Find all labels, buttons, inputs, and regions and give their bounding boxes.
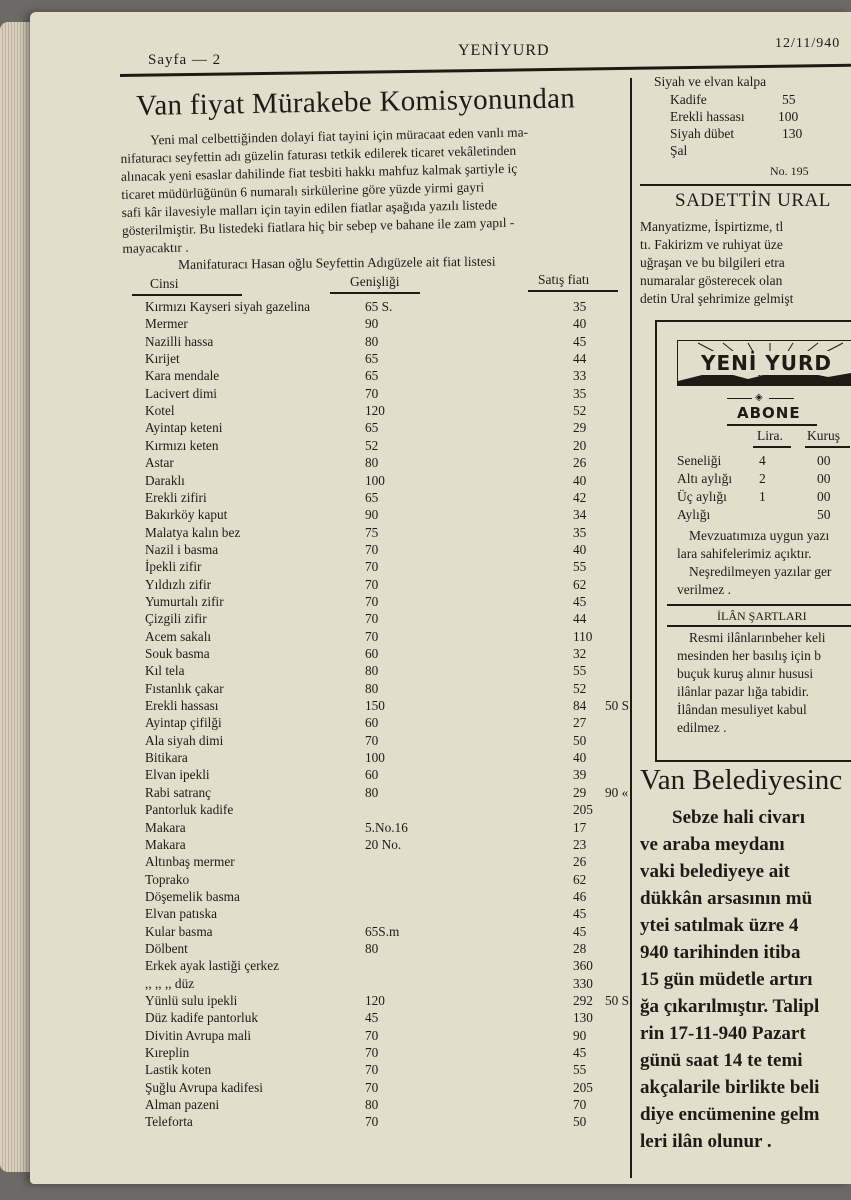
table-row — [145, 507, 635, 524]
ornament-line — [769, 398, 794, 399]
table-row — [145, 1062, 635, 1079]
item-width: 70 — [365, 1062, 379, 1078]
table-row — [145, 733, 635, 750]
table-row — [145, 663, 635, 680]
table-row — [145, 577, 635, 594]
item-width: 70 — [365, 628, 379, 644]
belediye-text — [640, 804, 851, 1155]
item-name: Kırmızı Kayseri siyah gazelina — [145, 299, 311, 314]
abone-row-kurus: 00 — [817, 489, 831, 504]
col-header-price-rule — [528, 290, 618, 292]
item-width: 65S.m — [365, 923, 400, 939]
item-price: 23 — [573, 836, 587, 852]
table-row — [145, 473, 635, 490]
abone-row-label: Seneliği — [677, 453, 722, 468]
item-price: 35 — [573, 385, 587, 401]
table-row — [145, 316, 635, 333]
abone-row-label: Altı aylığı — [677, 471, 733, 486]
item-price: 330 — [573, 975, 593, 991]
item-price: 17 — [573, 819, 587, 835]
item-width: 60 — [365, 767, 379, 783]
col-lira: Lira. — [757, 428, 783, 443]
item-name: Kırijet — [145, 351, 180, 367]
col-header-name-rule — [132, 294, 242, 296]
item-price: 33 — [573, 368, 587, 384]
item-width: 20 No. — [365, 836, 402, 852]
kalpa-item: Siyah dübet — [670, 126, 735, 141]
item-name: Kara mendale — [145, 368, 220, 384]
intro-line: ticaret müdürlüğünün 6 numaralı sirkülerine göre yüzde yirmi gayri — [121, 179, 485, 202]
belediye-title: Van Belediyesinc — [640, 764, 843, 796]
table-row — [145, 958, 635, 975]
item-price: 52 — [573, 403, 587, 419]
table-row — [145, 681, 635, 698]
table-row — [145, 559, 635, 576]
item-price: 39 — [573, 767, 587, 783]
item-name: Kırmızı keten — [145, 437, 219, 453]
item-price: 32 — [573, 646, 587, 661]
intro-line: Yeni mal celbettiğinden dolayi fiat tayini için müracaat eden vanlı ma- — [150, 124, 529, 148]
item-price: 29 — [573, 784, 587, 800]
item-price: 45 — [573, 333, 587, 349]
table-row — [145, 993, 635, 1010]
item-price: 27 — [573, 715, 587, 731]
col-kurus-rule — [805, 446, 850, 448]
abone-row-label: Aylığı — [677, 507, 711, 522]
table-row — [145, 1080, 635, 1097]
subscription-box — [655, 320, 851, 762]
item-width: 70 — [365, 1079, 379, 1095]
article-intro — [120, 121, 631, 258]
item-name: Yıldızlı zifir — [145, 576, 212, 592]
item-name: Kotel — [145, 403, 175, 419]
item-name: Kıl tela — [145, 663, 185, 679]
item-price: 46 — [573, 888, 587, 904]
belediye-line: ğa çıkarılmıştır. Talipl — [640, 996, 820, 1017]
item-price: 44 — [573, 611, 587, 627]
item-width: 70 — [365, 593, 379, 609]
item-name: Acem sakalı — [145, 628, 212, 644]
item-price: 62 — [573, 576, 587, 592]
kalpa-item: Şal — [670, 143, 688, 158]
table-row — [145, 1114, 635, 1131]
intro-line: gösterilmiştir. Bu listedeki fiatlara hiç bir sebep ve bahane ile zam yapıl - — [121, 214, 515, 238]
sadettin-line: tı. Fakirizm ve ruhiyat üze — [640, 237, 783, 252]
item-width: 65 — [365, 489, 379, 505]
belediye-line: rin 17-11-940 Pazart — [640, 1023, 806, 1044]
item-name: Makara — [145, 836, 186, 852]
ilan-line: buçuk kuruş alınır hususi — [677, 666, 814, 681]
table-row — [145, 542, 635, 559]
item-price: 34 — [573, 507, 587, 523]
table-row — [145, 368, 635, 385]
item-width: 75 — [365, 524, 379, 540]
item-name: Nazil i basma — [145, 541, 219, 557]
sadettin-line: uğraşan ve bu bilgileri etra — [640, 255, 785, 270]
table-row — [145, 750, 635, 767]
col-kurus: Kuruş — [807, 428, 840, 443]
item-price: 45 — [573, 906, 587, 922]
item-width: 80 — [365, 455, 379, 471]
abone-title-rule — [727, 424, 817, 426]
table-row — [145, 438, 635, 455]
col-header-price: Satış fiatı — [538, 272, 590, 287]
item-price: 50 — [573, 1114, 587, 1130]
sadettin-title: SADETTİN URAL — [675, 190, 831, 211]
item-width: 65 S. — [365, 299, 393, 314]
item-name: Düz kadife pantorluk — [145, 1010, 258, 1026]
item-extra: 50 S. — [605, 993, 633, 1008]
item-name: Toprako — [145, 871, 190, 887]
item-name: Kular basma — [145, 923, 213, 939]
table-row — [145, 420, 635, 437]
item-width: 70 — [365, 559, 379, 575]
item-name: Ayintap çifilği — [145, 715, 222, 731]
ilan-line: ilânlar pazar lığa tabidir. — [677, 684, 809, 699]
item-width: 90 — [365, 507, 379, 523]
ilan-line: edilmez . — [677, 720, 727, 735]
item-width: 80 — [365, 1097, 379, 1113]
item-price: 70 — [573, 1097, 587, 1113]
sadettin-line: detin Ural şehrimize gelmişt — [640, 291, 794, 306]
item-price: 50 — [573, 732, 587, 748]
ad-number: No. 195 — [770, 164, 809, 178]
item-name: Yumurtalı zifir — [145, 593, 224, 609]
item-name: Teleforta — [145, 1114, 193, 1130]
belediye-line: günü saat 14 te temi — [640, 1050, 803, 1071]
item-name: Bitikara — [145, 750, 188, 766]
abone-row-lira: 1 — [759, 489, 766, 504]
table-row — [145, 629, 635, 646]
item-name: Şuğlu Avrupa kadifesi — [145, 1079, 263, 1095]
abone-note: lara sahifelerimiz açıktır. — [677, 546, 812, 561]
item-price: 90 — [573, 1027, 587, 1043]
table-row — [145, 455, 635, 472]
item-name: Souk basma — [145, 646, 210, 661]
table-row — [145, 906, 635, 923]
item-name: Fıstanlık çakar — [145, 680, 224, 696]
kalpa-value: 130 — [782, 126, 803, 141]
table-row — [145, 299, 635, 316]
belediye-line: ytei satılmak üzre 4 — [640, 915, 799, 936]
ornament-line — [727, 398, 752, 399]
table-row — [145, 767, 635, 784]
kalpa-value: 55 — [782, 92, 796, 107]
intro-line: safi kâr ilavesiyle malları için tayin edilen fiatlar aşağıda yazılı listede — [121, 197, 498, 220]
belediye-line: akçalarile birlikte beli — [640, 1077, 820, 1098]
item-name: Erkek ayak lastiği çerkez — [145, 958, 280, 974]
item-price: 45 — [573, 1045, 587, 1061]
item-price: 205 — [573, 802, 593, 818]
item-price: 55 — [573, 663, 587, 679]
item-width: 70 — [365, 385, 379, 401]
item-name: Dölbent — [145, 940, 188, 956]
item-width: 70 — [365, 611, 379, 627]
table-row — [145, 351, 635, 368]
table-row — [145, 802, 635, 819]
item-width: 65 — [365, 368, 379, 384]
item-width: 70 — [365, 732, 379, 748]
belediye-line: 940 tarihinden itiba — [640, 942, 801, 963]
item-price: 28 — [573, 940, 587, 956]
item-name: Ayintap keteni — [145, 420, 223, 436]
ilan-line: Resmi ilânlarınbeher keli — [689, 630, 826, 645]
abone-row-lira: 4 — [759, 453, 766, 468]
item-width: 70 — [365, 1027, 379, 1043]
item-name: ,, ,, ,, düz — [145, 975, 195, 991]
item-name: Erekli hassası — [145, 698, 219, 714]
table-row — [145, 334, 635, 351]
item-name: Malatya kalın bez — [145, 524, 241, 540]
item-price: 40 — [573, 472, 587, 488]
ilan-line: mesinden her basılış için b — [677, 648, 821, 663]
item-price: 26 — [573, 455, 587, 471]
item-width: 60 — [365, 646, 379, 661]
table-row — [145, 1045, 635, 1062]
abone-note: Neşredilmeyen yazılar ger — [689, 564, 832, 579]
item-name: Daraklı — [145, 472, 185, 488]
item-name: Kıreplin — [145, 1045, 190, 1061]
item-width: 70 — [365, 541, 379, 557]
page-number: Sayfa — 2 — [148, 52, 222, 68]
table-row — [145, 785, 635, 802]
item-name: Altınbaş mermer — [145, 854, 235, 870]
item-price: 45 — [573, 593, 587, 609]
table-row — [145, 924, 635, 941]
item-name: Rabi satranç — [145, 784, 212, 800]
item-width: 80 — [365, 663, 379, 679]
item-name: Bakırköy kaput — [145, 507, 228, 523]
item-width: 100 — [365, 472, 385, 488]
item-price: 35 — [573, 524, 587, 540]
item-price: 40 — [573, 750, 587, 766]
table-row — [145, 854, 635, 871]
item-name: Mermer — [145, 316, 188, 332]
item-price: 205 — [573, 1079, 593, 1095]
newspaper-page — [30, 12, 851, 1184]
kalpa-value: 100 — [778, 109, 799, 124]
item-width: 120 — [365, 403, 385, 419]
item-name: Makara — [145, 819, 186, 835]
sadettin-line: Manyatizme, İspirtizme, tl — [640, 219, 784, 234]
item-width: 100 — [365, 750, 385, 766]
sadettin-line: numaralar gösterecek olan — [640, 273, 783, 288]
item-extra: 90 « — [605, 784, 629, 800]
table-row — [145, 941, 635, 958]
item-width: 80 — [365, 940, 379, 956]
item-price: 52 — [573, 680, 587, 696]
item-width: 70 — [365, 1045, 379, 1061]
item-price: 62 — [573, 871, 587, 887]
table-row — [145, 1010, 635, 1027]
intro-line: mayacaktır . — [122, 239, 189, 256]
item-price: 292 — [573, 993, 593, 1008]
item-name: Pantorluk kadife — [145, 802, 234, 818]
item-price: 55 — [573, 559, 587, 575]
item-price: 42 — [573, 489, 587, 505]
intro-line: nifaturacı seyfettin adı güzelin faturası tetkik edilerek ticaret vekâletinden — [120, 142, 517, 166]
item-name: Lacivert dimi — [145, 385, 217, 401]
abone-row-kurus: 50 — [817, 507, 831, 522]
item-width: 70 — [365, 1114, 379, 1130]
article-title: Van fiyat Mürakebe Komisyonundan — [136, 82, 576, 122]
table-row — [145, 820, 635, 837]
logo-text: YENİ YURD — [698, 351, 835, 375]
ilan-line: İlândan mesuliyet kabul — [677, 702, 807, 717]
item-name: Elvan patıska — [145, 906, 218, 922]
kalpa-heading: Siyah ve elvan kalpa — [654, 74, 767, 89]
item-name: Alman pazeni — [145, 1097, 220, 1113]
table-row — [145, 611, 635, 628]
table-row — [145, 386, 635, 403]
item-width: 120 — [365, 993, 385, 1008]
item-price: 44 — [573, 351, 587, 367]
item-name: Astar — [145, 455, 174, 471]
belediye-line: vaki belediyeye ait — [640, 861, 790, 882]
issue-date: 12/11/940 — [775, 36, 841, 51]
abone-title: ABONE — [737, 404, 801, 422]
item-name: Elvan ipekli — [145, 767, 210, 783]
abone-row-kurus: 00 — [817, 471, 831, 486]
table-row — [145, 837, 635, 854]
col-header-name: Cinsi — [150, 276, 179, 291]
table-row — [145, 594, 635, 611]
abone-row-label: Üç aylığı — [677, 489, 727, 504]
yeniyurd-logo — [677, 340, 851, 386]
item-width: 90 — [365, 316, 379, 332]
belediye-line: Sebze hali civarı — [672, 807, 805, 828]
price-table — [145, 299, 635, 1169]
table-row — [145, 715, 635, 732]
item-width: 80 — [365, 784, 379, 800]
ilan-title: İLÂN ŞARTLARI — [717, 609, 807, 623]
item-name: Döşemelik basma — [145, 888, 240, 904]
table-row — [145, 976, 635, 993]
col-header-width: Genişliği — [350, 274, 400, 289]
item-name: Çizgili zifir — [145, 611, 207, 627]
belediye-line: ve araba meydanı — [640, 834, 785, 855]
item-name: Divitin Avrupa mali — [145, 1027, 252, 1043]
item-name: İpekli zifir — [145, 559, 202, 575]
abone-note: verilmez . — [677, 582, 731, 597]
ornament-icon: ◈ — [755, 392, 763, 403]
item-price: 29 — [573, 420, 587, 436]
item-width: 80 — [365, 680, 379, 696]
item-price: 130 — [573, 1010, 593, 1026]
item-width: 80 — [365, 333, 379, 349]
list-title: Manifaturacı Hasan oğlu Seyfettin Adıgüzele ait fiat listesi — [178, 253, 496, 272]
table-row — [145, 698, 635, 715]
item-width: 52 — [365, 437, 379, 453]
item-width: 150 — [365, 698, 385, 714]
col-header-width-rule — [330, 292, 420, 294]
table-row — [145, 1097, 635, 1114]
belediye-line: 15 gün müdetle artırı — [640, 969, 813, 990]
ilan-rule-bottom — [667, 625, 851, 627]
item-name: Ala siyah dimi — [145, 732, 224, 748]
item-price: 45 — [573, 923, 587, 939]
intro-line: alınacak yeni esaslar dahilinde fiat tesbiti hakkı mahfuz kalmak şartiyle iç — [120, 160, 518, 184]
right-rule-1 — [640, 184, 851, 186]
table-row — [145, 872, 635, 889]
table-row — [145, 1028, 635, 1045]
belediye-line: leri ilân olunur . — [640, 1131, 772, 1152]
ilan-rule-top — [667, 604, 851, 606]
sadettin-text — [640, 218, 851, 308]
table-row — [145, 525, 635, 542]
item-width: 45 — [365, 1010, 379, 1026]
item-price: 360 — [573, 958, 593, 974]
item-name: Yünlü sulu ipekli — [145, 993, 238, 1008]
item-name: Erekli zifiri — [145, 489, 207, 505]
item-price: 110 — [573, 628, 593, 644]
item-name: Nazilli hassa — [145, 333, 214, 349]
belediye-line: dükkân arsasının mü — [640, 888, 813, 909]
item-width: 65 — [365, 420, 379, 436]
item-price: 40 — [573, 316, 587, 332]
item-price: 55 — [573, 1062, 587, 1078]
item-price: 40 — [573, 541, 587, 557]
item-price: 26 — [573, 854, 587, 870]
abone-row-lira: 2 — [759, 471, 766, 486]
col-lira-rule — [753, 446, 791, 448]
item-width: 5.No.16 — [365, 819, 408, 835]
abone-note: Mevzuatımıza uygun yazı — [689, 528, 830, 543]
item-width: 65 — [365, 351, 379, 367]
table-row — [145, 646, 635, 663]
item-price: 20 — [573, 437, 587, 453]
item-name: Lastik koten — [145, 1062, 212, 1078]
abone-row-kurus: 00 — [817, 453, 831, 468]
table-row — [145, 403, 635, 420]
kalpa-item: Kadife — [670, 92, 707, 107]
item-extra: 50 S. — [605, 698, 633, 714]
item-price: 35 — [573, 299, 587, 314]
item-price: 84 — [573, 698, 587, 714]
paper-name: YENİYURD — [458, 42, 550, 59]
table-row — [145, 490, 635, 507]
item-width: 60 — [365, 715, 379, 731]
kalpa-item: Erekli hassası — [670, 109, 745, 124]
item-width: 70 — [365, 576, 379, 592]
table-row — [145, 889, 635, 906]
belediye-line: diye encümenine gelm — [640, 1104, 820, 1125]
